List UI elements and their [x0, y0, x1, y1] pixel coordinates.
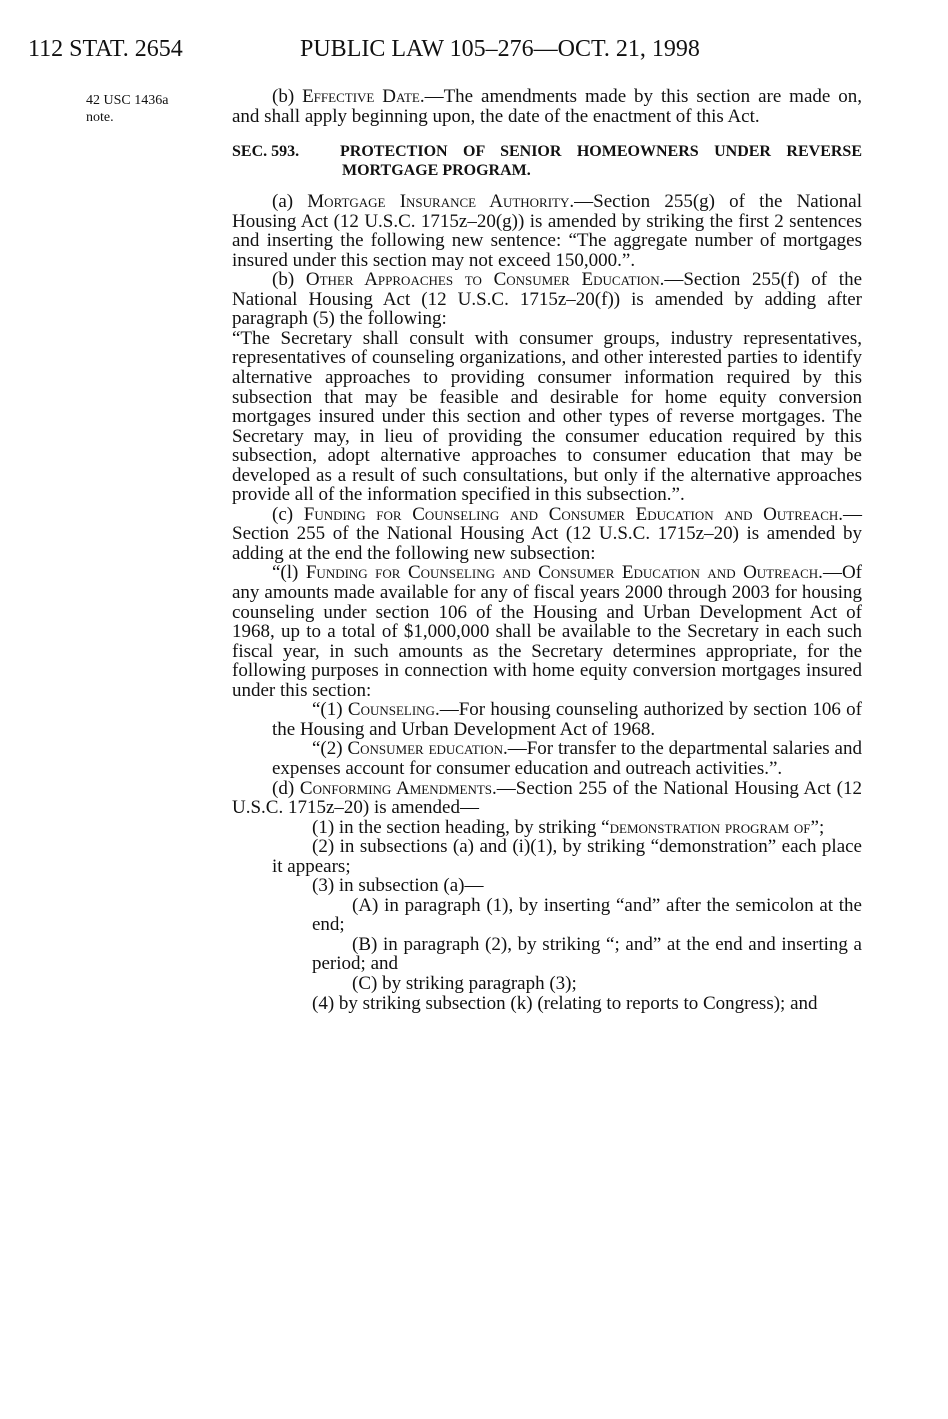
paragraph-text: —The amendments made by this section are made on, and shall apply beginning upon, the date of the enactment of this Act.: [232, 86, 862, 127]
paragraph-heading: Counseling.: [347, 699, 440, 721]
amendment-item-4: (4) by striking subsection (k) (relating to reports to Congress); and: [312, 992, 818, 1014]
paragraph-funding: [232, 505, 862, 564]
margin-note-suffix: note.: [86, 110, 114, 125]
paragraph-heading: Funding for Counseling and Consumer Education and Outreach.: [303, 503, 843, 525]
item-struck-heading: demonstration program of: [609, 816, 811, 838]
paragraph-mortgage-insurance: [232, 192, 862, 270]
paragraph-text: —Section 255 of the National Housing Act (12 U.S.C. 1715z–20) is amended—: [232, 777, 862, 819]
paragraph-label: (c): [272, 503, 304, 525]
paragraph-text: —Section 255(f) of the National Housing Act (12 U.S.C. 1715z–20(f)) is amended by adding after paragraph (5) the following:: [232, 269, 862, 330]
paragraph-text: —Of any amounts made available for any of fiscal years 2000 through 2003 for housing counseling under section 106 of the Housing and Urban Development Act of 1968, up to a total of $1,000,000 shall be available to the Secretary in each such fiscal year, in such amounts as the Secretary determines appropriate, for the following purposes in connection with home equity conversion mortgages insured under this section:: [232, 562, 862, 701]
margin-note: [86, 92, 236, 126]
item-text: (1) in the section heading, by striking “: [312, 816, 610, 838]
subsection-l-counseling: [232, 700, 862, 739]
amendment-item-1: [232, 818, 862, 838]
body-text: [232, 87, 862, 1013]
paragraph-text: —For transfer to the departmental salaries and expenses account for consumer education and outreach activities.”.: [272, 738, 862, 779]
amendment-item-3b: (B) in paragraph (2), by striking “; and” at the end and inserting a period; and: [312, 933, 862, 975]
paragraph-text: —Section 255 of the National Housing Act (12 U.S.C. 1715z–20) is amended by adding at the end the following new subsection:: [232, 503, 862, 564]
amendment-item-3c: (C) by striking paragraph (3);: [352, 972, 577, 994]
page-header: [28, 36, 928, 70]
margin-note-citation: 42 USC 1436a: [86, 93, 169, 108]
paragraph-label: (b): [272, 269, 306, 291]
paragraph-heading: Conforming Amendments.: [299, 777, 497, 799]
amendment-item-3: (3) in subsection (a)—: [312, 875, 484, 897]
amendment-item-3a: (A) in paragraph (1), by inserting “and” after the semicolon at the end;: [312, 894, 862, 936]
quoted-secretary-text: “The Secretary shall consult with consumer groups, industry representatives, representatives of counseling organizations, and other interested parties to identify alternative approaches to providing consumer information required by this subsection that may be feasible and desirable for home equity conversion mortgages insured under this section and other types of reverse mortgages. The Secretary may, in lieu of providing the consumer education required by this subsection, adopt alternative approaches to consumer education that may be developed as a result of such consultations, but only if the alternative approaches provide all of the information specified in this subsection.”.: [232, 327, 862, 506]
subsection-l: [232, 563, 862, 700]
public-law-title: PUBLIC LAW 105–276—OCT. 21, 1998: [300, 36, 700, 62]
paragraph-label: “(1): [312, 699, 348, 721]
paragraph-heading: Consumer education.: [347, 738, 508, 760]
paragraph-label: “(l): [272, 562, 306, 584]
subsection-l-consumer-education: [232, 739, 862, 778]
item-text-end: ”;: [810, 816, 825, 838]
section-heading: [232, 142, 862, 180]
paragraph-label: (a): [272, 191, 308, 213]
paragraph-heading: Other Approaches to Consumer Education.: [305, 269, 665, 291]
paragraph-label: “(2): [312, 738, 348, 760]
amendment-item-2: (2) in subsections (a) and (i)(1), by striking “demonstration” each place it appears;: [272, 836, 862, 877]
paragraph-label: (d): [272, 777, 300, 799]
paragraph-heading: Funding for Counseling and Consumer Education and Outreach.: [305, 562, 823, 584]
paragraph-heading: Effective Date.: [302, 86, 425, 107]
paragraph-text: —For housing counseling authorized by section 106 of the Housing and Urban Development Act of 1968.: [272, 699, 862, 740]
paragraph-text: —Section 255(g) of the National Housing Act (12 U.S.C. 1715z–20(g)) is amended by striking the first 2 sentences and inserting the following new sentence: “The aggregate number of mortgages insured under this section may not exceed 150,000.”.: [232, 191, 863, 271]
paragraph-conforming-amendments: [232, 779, 862, 818]
paragraph-other-approaches: [232, 270, 862, 329]
statute-citation: 112 STAT. 2654: [28, 36, 183, 62]
section-title: PROTECTION OF SENIOR HOMEOWNERS UNDER REVERSE MORTGAGE PROGRAM.: [340, 143, 862, 180]
paragraph-effective-date: [232, 87, 862, 126]
paragraph-heading: Mortgage Insurance Authority.: [307, 191, 575, 213]
paragraph-label: (b): [272, 86, 303, 107]
section-number: SEC. 593.: [232, 143, 300, 161]
